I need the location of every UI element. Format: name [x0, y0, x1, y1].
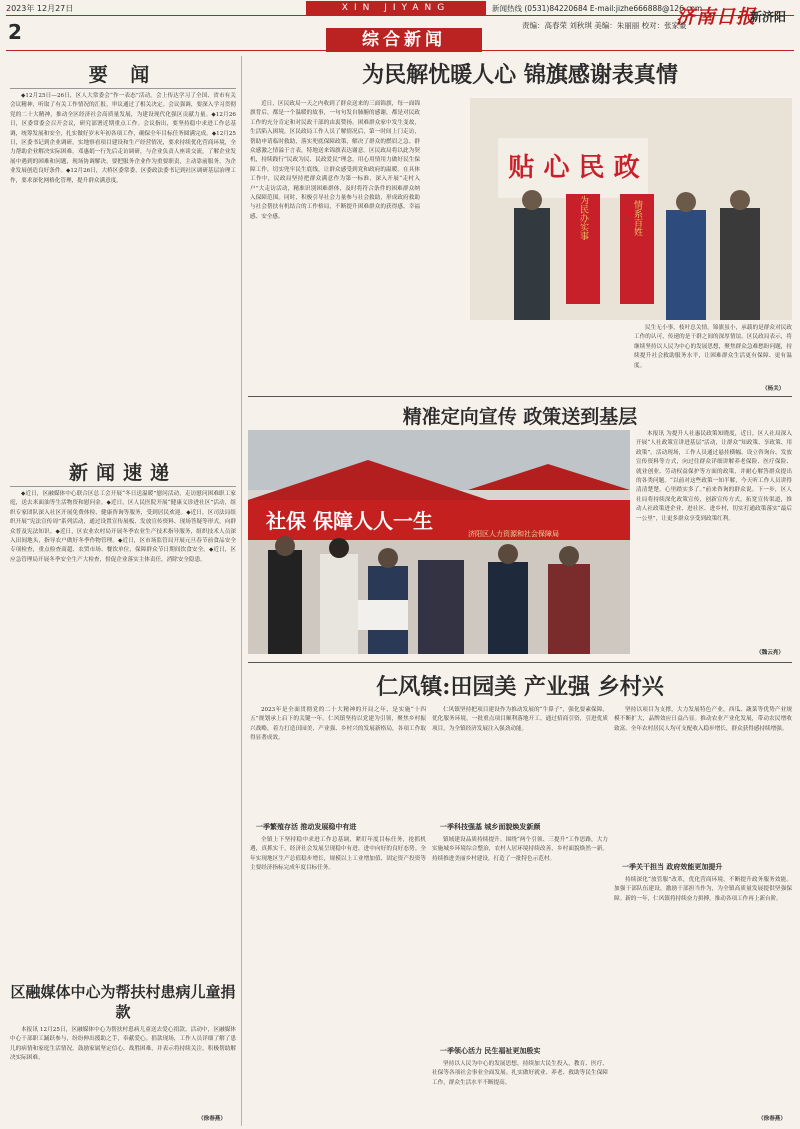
divider [10, 486, 236, 487]
byline: （徐春燕） [758, 1116, 786, 1122]
newspaper-edition: 新济阳 [750, 10, 787, 24]
banner-organizer: 济阳区人力资源和社会保障局 [468, 530, 559, 538]
story1-photo-caption-col [470, 324, 630, 394]
headline-news-brief: 新闻速递 [68, 462, 177, 484]
story3-intro: 2023年是全面贯彻党的二十大精神的开局之年，是实施“十四五”规划承上启下的关键一年。仁风镇坚持以党建为引领，聚焦乡村振兴战略，着力打造田园美、产业强、乡村兴的发展新格局，各项工作取得显著成效。 [250, 707, 426, 742]
section-title: 综合新闻 [326, 28, 482, 52]
headline-donation: 区融媒体中心为帮扶村患病儿童捐款 [10, 983, 236, 1021]
story3-text-5: 坚持以人民为中心的发展思想，持续加大民生投入，教育、医疗、社保等各项社会事业全面发展。扎实做好就业、养老、救助等民生保障工作，群众生活水平不断提高。 [432, 1061, 608, 1086]
story2-body: 本报讯 为提升人社惠民政策知晓度，近日，区人社局深入开展“人社政策宣讲进基层”活动，让群众“知政策、享政策、用政策”。活动现场，工作人员通过悬挂横幅、设立咨询台、发放宣传资料等方式，向过往群众详细讲解养老保险、医疗保险、就业创业、劳动权益保护等方面的政策，并耐心解答群众提出的各类问题。“以前对这些政策一知半解，今天听工作人员讲得清清楚楚，心里踏实多了。”前来咨询的群众说。下一步，区人社局将持续深化政策宣传，创新宣传方式，拓宽宣传渠道，推动人社政策进企业、进社区、进乡村，切实打通政策落实“最后一公里”，让更多群众享受到政策红利。 [636, 431, 792, 522]
byline: （杨关） [762, 386, 785, 392]
byline: （徐春燕） [198, 1116, 226, 1122]
story3-subhead-4: 一季领心活力 民生福祉更加殷实 [440, 1047, 541, 1055]
byline: （魏云亮） [756, 650, 784, 656]
divider [10, 88, 236, 89]
promotion-photo-svg [248, 430, 630, 654]
svg-text:情系百姓: 情系百姓 [632, 200, 642, 236]
donation-body: 本报讯 12月25日，区融媒体中心为帮扶村患病儿童送去爱心捐款。活动中，区融媒体中心干部职工踊跃参与，纷纷伸出援助之手，奉献爱心。捐款现场，工作人员详细了解了患儿的病情和家庭生活情况，鼓励家属坚定信心、战胜困难，并表示将持续关注，积极帮助解决实际困难。 [10, 1027, 236, 1062]
page-number: 2 [8, 20, 22, 44]
headline-story2: 精准定向宣传 政策送到基层 [402, 406, 638, 428]
story3-text-2: 仁风镇坚持把项目建设作为推动发展的“牛鼻子”，强化要素保障，优化服务环境，一批重点项目顺利落地开工。通过招商引资，引进优质项目，为全镇经济发展注入强劲动能。 [432, 707, 608, 732]
banner-photo-svg [470, 98, 792, 320]
column-divider [241, 56, 242, 1126]
story3-text-3: 镇域建设品质持续提升。围绕“两个引领、三提升”工作思路，大力实施城乡环境综合整治，农村人居环境持续改善，乡村面貌焕然一新。持续推进美丽乡村建设，打造了一批特色示范村。 [432, 837, 608, 862]
story1-body-right: 民生无小事，枝叶总关情。锦旗虽小，承载的是群众对民政工作的认可，传递的是干群之间的深厚情谊。区民政局表示，将继续坚持以人民为中心的发展思想，聚焦群众急难愁盼问题，持续提升社会救助服务水平，让困难群众生活更有保障、更有温度。 [634, 325, 792, 369]
svg-text:为民办实事: 为民办实事 [578, 195, 588, 241]
headline-story1: 为民解忧暖人心 锦旗感谢表真情 [362, 62, 678, 88]
story1-narrow-col [426, 100, 466, 390]
story-divider [248, 662, 792, 663]
story3-text-6: 持续深化“放管服”改革，优化营商环境，不断提升政务服务效能。加强干部队伍建设，激励干部担当作为，为全镇高质量发展提供坚强保障。新的一年，仁风镇将持续奋力拼搏，推动各项工作再上新台阶。 [614, 877, 792, 902]
banner-slogan: 社保 保障人人一生 [266, 509, 433, 533]
headline-story3: 仁风镇:田园美 产业强 乡村兴 [376, 674, 664, 700]
yaowen-body: ◆12月25日—26日，区人大常委会“作一表态”活动。会上传达学习了全国、省市有关会议精神，听取了有关工作情况的汇报，审议通过了相关决定。会议强调，要深入学习贯彻党的二十大精神，推动全区经济社会高质量发展，为建设现代化强区贡献力量。◆12月26日，区委常委会召开会议，研究部署近期重点工作。会议指出，要坚持稳中求进工作总基调，统筹发展和安全，扎实做好岁末年初各项工作，确保全年目标任务圆满完成。◆12月25日，区委书记到企业调研，实地察看项目建设和生产经营情况，要求持续优化营商环境，全力帮助企业解决实际困难。邓惠娟一行先后走访调研，与企业负责人座谈交流，了解企业发展中遇到的困难和问题，现场协调解决。要把服务企业作为重要职责，主动靠前服务，为企业发展创造良好条件。◆12月26日，大桥区委常委、区委政法委书记到社区调研基层治理工作，要求深化网格化管理，提升群众满意度。 [10, 93, 236, 184]
editor-credits: 责编：高春荣 刘秋琪 美编：朱丽丽 校对：张家豪 [522, 21, 687, 30]
news-brief-body: ◆近日，区融媒体中心联合区总工会开展“冬日送温暖”慰问活动，走访慰问困难职工家庭，送去米面油等生活物资和慰问金。◆近日，区人民医院开展“健康义诊进社区”活动，组织专家团队深入社区开展免费体检、健康咨询等服务，受到居民欢迎。◆近日，区司法局组织开展“宪法宣传周”系列活动，通过设置宣传展板、发放宣传资料、现场答疑等形式，向群众普及宪法知识。◆近日，区农业农村局开展冬季农业生产技术指导服务，组织技术人员深入田间地头，指导农户做好冬季作物管理。◆近日，区市场监管局开展元旦春节前食品安全专项检查，重点检查商超、农贸市场、餐饮单位，保障群众节日期间饮食安全。◆近日，区应急管理局开展冬季安全生产大检查，督促企业落实主体责任，消除安全隐患。 [10, 491, 236, 563]
story1-body: 近日，区民政局一天之内收到了群众送来的三面锦旗，每一面锦旗背后，都是一个温暖的故事，一句句发自肺腑的感谢，都是对民政工作的充分肯定和对民政干部的由衷赞扬。困难群众家中发生变故，生活陷入困境，区民政局工作人员了解情况后，第一时间上门走访，帮助申请临时救助，落实兜底保障政策，解决了群众的燃眉之急。群众感激之情溢于言表，特地送来锦旗表达谢意。区民政局将以此为契机，持续践行“民政为民、民政爱民”理念，用心用情用力做好民生保障工作，切实兜牢民生底线，让群众感受到党和政府的温暖。在具体工作中，民政局坚持把群众满意作为第一标准，深入开展“走村入户”大走访活动，精准识别困难群体，及时将符合条件的困难群众纳入保障范围。同时，积极引导社会力量参与社会救助，形成政府救助与社会帮扶有机结合的工作格局，不断提升困难群众的获得感、幸福感、安全感。 [250, 101, 420, 220]
headline-yaowen: 要 闻 [88, 64, 158, 86]
story-divider [248, 396, 792, 397]
story3-subhead-2: 一季科技强基 城乡面貌焕发新颜 [440, 823, 541, 831]
photo-policy-promotion [248, 430, 630, 654]
header-divider [6, 50, 794, 51]
pinyin-banner: XIN JIYANG [306, 1, 486, 15]
story3-text-1: 全镇上下坚持稳中求进工作总基调，紧盯年度目标任务，抢抓机遇，真抓实干，经济社会发展呈现稳中有进、进中向好的良好态势。全年实现地区生产总值稳步增长，规模以上工业增加值、固定资产投资等主要经济指标完成年度目标任务。 [250, 837, 426, 872]
newspaper-logo: 济南日报 [676, 6, 757, 28]
news-hotline: 新闻热线 (0531)84220684 E-mail:jizhe666888@126.com [492, 4, 703, 13]
story3-subhead-1: 一季繁殖存活 推动发展稳中有进 [256, 823, 357, 831]
photo-banners [470, 98, 792, 320]
story3-text-4: 坚持以项目为支撑，大力发展特色产业，西瓜、蔬菜等优势产业规模不断扩大，品牌效应日益凸显。推动农业产业化发展，带动农民增收致富。全年农村居民人均可支配收入稳步增长，群众获得感持续增强。 [614, 707, 792, 732]
story3-subhead-3: 一季关干担当 政府效能更加提升 [622, 863, 723, 871]
issue-date: 2023年 12月27日 [6, 4, 74, 13]
svg-text:贴 心 民 政: 贴 心 民 政 [508, 153, 640, 183]
